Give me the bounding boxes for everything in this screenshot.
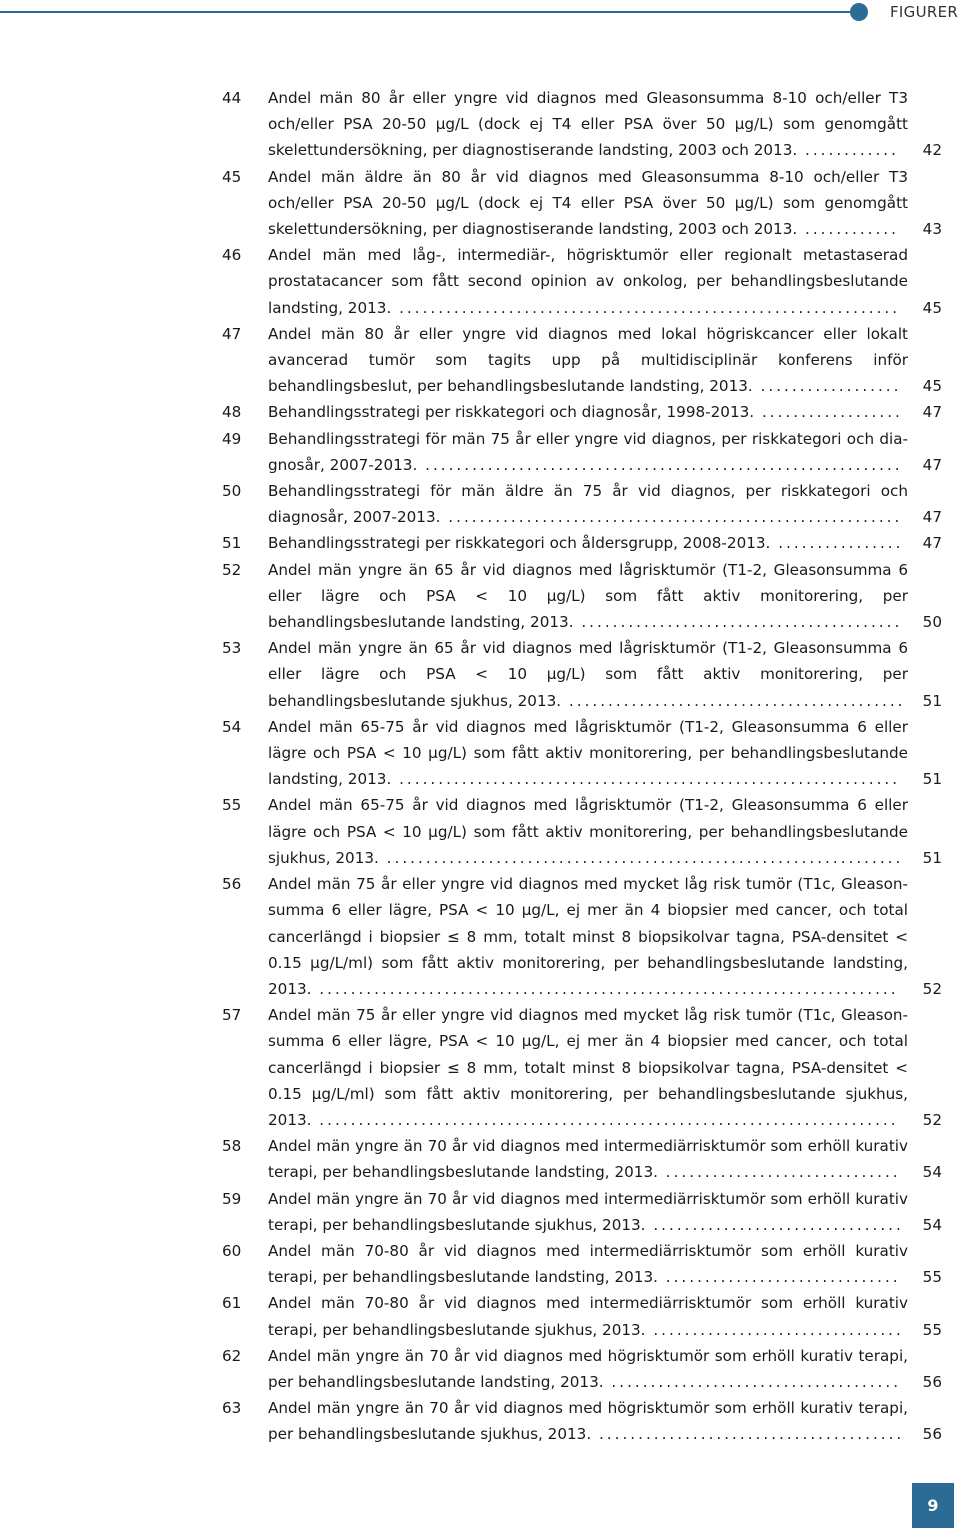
figure-number: 53	[222, 639, 242, 658]
toc-entry[interactable]	[222, 242, 960, 321]
figure-title-text: Andel män yngre än 70 år vid diagnos med högrisktumör som erhöll kurativ terapi, per behandlingsbeslutande sjukhus, 2013.	[268, 1399, 908, 1444]
figure-title-text: Andel män 75 år eller yngre vid diagnos med mycket låg risk tumör (T1c, Gleasonsumma 6 eller lägre, PSA < 10 μg/L, ej mer än 4 biopsier med cancer, och total cancerlängd i biopsier ≤ 8 mm, totalt minst 8 biopsikolvar tagna, PSA-densitet < 0.15 μg/L/ml) som fått aktiv monitorering, per behandlingsbeslutande sjukhus, 2013.	[268, 1006, 908, 1129]
leader-dots: ...........................................	[561, 691, 906, 710]
figure-number: 60	[222, 1241, 242, 1260]
figure-title-text: Behandlingsstrategi per riskkategori och diagnosår, 1998-2013.	[268, 403, 755, 422]
page-number: 56	[922, 1425, 942, 1444]
figure-title	[268, 1343, 908, 1395]
toc-entry[interactable]	[222, 1133, 960, 1185]
figure-title	[268, 1395, 908, 1447]
toc-entry[interactable]	[222, 557, 960, 636]
figure-title	[268, 164, 908, 243]
figure-title-text: Behandlingsstrategi för män äldre än 75 år vid diagnos, per riskkategori och diagnosår, 2007-2013.	[268, 482, 908, 527]
figure-title	[268, 399, 908, 425]
figure-number: 47	[222, 324, 242, 343]
figure-title	[268, 792, 908, 871]
toc-entry[interactable]	[222, 426, 960, 478]
section-label: FIGURER	[890, 3, 959, 21]
leader-dots: ................................................................	[391, 770, 901, 789]
figure-title-text: Andel män yngre än 70 år vid diagnos med intermediärrisktumör som erhöll kurativ terapi, per behandlingsbeslutande sjukhus, 2013.	[268, 1189, 908, 1234]
figure-number: 61	[222, 1294, 242, 1313]
figure-title-text: Andel män yngre än 70 år vid diagnos med intermediärrisktumör som erhöll kurativ terapi, per behandlingsbeslutande landsting, 2013.	[268, 1137, 908, 1182]
toc-entry[interactable]	[222, 635, 960, 714]
figure-number: 58	[222, 1137, 242, 1156]
leader-dots: ..................	[754, 403, 903, 422]
figure-title	[268, 426, 908, 478]
figure-number: 57	[222, 1006, 242, 1025]
page-number: 55	[922, 1320, 942, 1339]
figure-title	[268, 871, 908, 1002]
figure-title	[268, 714, 908, 793]
toc-entry[interactable]	[222, 792, 960, 871]
page-number: 47	[922, 534, 942, 553]
list-of-figures	[222, 85, 960, 1448]
figure-number: 51	[222, 534, 242, 553]
figure-title	[268, 635, 908, 714]
figure-title	[268, 242, 908, 321]
figure-number: 46	[222, 246, 242, 265]
page-number: 50	[922, 613, 942, 632]
figure-title	[268, 321, 908, 400]
figure-number: 49	[222, 429, 242, 448]
figure-title-text: Andel män yngre än 70 år vid diagnos med högrisktumör som erhöll kurativ terapi, per behandlingsbeslutande landsting, 2013.	[268, 1346, 908, 1391]
figure-title-text: Andel män 70-80 år vid diagnos med intermediärrisktumör som erhöll kurativ terapi, per behandlingsbeslutande landsting, 2013.	[268, 1241, 908, 1287]
toc-entry[interactable]	[222, 1395, 960, 1447]
leader-dots: ..........................................................	[440, 508, 903, 527]
toc-entry[interactable]	[222, 1290, 960, 1342]
figure-title-text: Behandlingsstrategi för män 75 år eller yngre vid diagnos, per riskkategori och diagnosår, 2007-2013.	[268, 429, 908, 474]
figure-title-text: Andel män yngre än 65 år vid diagnos med lågrisktumör (T1-2, Gleasonsumma 6 eller lägre och PSA < 10 μg/L) som fått aktiv monitorering, per behandlingsbeslutande landsting, 2013.	[268, 560, 908, 632]
figure-title-text: Andel män med låg-, intermediär-, högrisktumör eller regionalt metastaserad prostatacancer som fått second opinion av onkolog, per behandlingsbeslutande landsting, 2013.	[268, 246, 908, 317]
leader-dots: .....................................	[603, 1372, 902, 1391]
toc-entry[interactable]	[222, 1002, 960, 1133]
page-number: 45	[922, 298, 942, 317]
leader-dots: ................	[770, 534, 904, 553]
leader-dots: ..........................................................................	[311, 1110, 899, 1129]
toc-entry[interactable]	[222, 1238, 960, 1290]
page-number: 47	[922, 508, 942, 527]
figure-title	[268, 1290, 908, 1342]
page-number: 43	[922, 220, 942, 239]
toc-entry[interactable]	[222, 871, 960, 1002]
figure-title	[268, 85, 908, 164]
figure-title	[268, 478, 908, 530]
figure-number: 50	[222, 482, 242, 501]
page-number: 52	[922, 979, 942, 998]
page-number: 54	[922, 1163, 942, 1182]
toc-entry[interactable]	[222, 399, 960, 425]
toc-entry[interactable]	[222, 478, 960, 530]
page-number-badge: 9	[912, 1483, 954, 1528]
figure-title	[268, 1002, 908, 1133]
leader-dots: ................................	[645, 1215, 904, 1234]
header-rule	[0, 11, 858, 13]
header-dot-icon	[850, 3, 868, 21]
figure-number: 62	[222, 1346, 242, 1365]
figure-number: 55	[222, 796, 242, 815]
figure-title-text: Andel män yngre än 65 år vid diagnos med lågrisktumör (T1-2, Gleasonsumma 6 eller lägre och PSA < 10 μg/L) som fått aktiv monitorering, per behandlingsbeslutande sjukhus, 2013.	[268, 639, 908, 710]
figure-title	[268, 1238, 908, 1290]
figure-title	[268, 1186, 908, 1238]
leader-dots: .............................................................	[417, 455, 903, 474]
leader-dots: ..................................................................	[378, 848, 904, 867]
figure-title-text: Andel män äldre än 80 år vid diagnos med Gleasonsumma 8-10 och/eller T3 och/eller PSA 20-50 μg/L (dock ej T4 eller PSA över 50 μg/L) som genomgått skelettundersökning, per diagnostiserande landsting, 2003 och 2013.	[268, 167, 908, 239]
toc-entry[interactable]	[222, 1186, 960, 1238]
figure-title-text: Behandlingsstrategi per riskkategori och åldersgrupp, 2008-2013.	[268, 534, 771, 553]
figure-number: 45	[222, 167, 242, 186]
figure-title-text: Andel män 65-75 år vid diagnos med lågrisktumör (T1-2, Gleasonsumma 6 eller lägre och PSA < 10 μg/L) som fått aktiv monitorering, per behandlingsbeslutande sjukhus, 2013.	[268, 796, 908, 867]
leader-dots: ................................................................	[391, 298, 901, 317]
page-number: 47	[922, 455, 942, 474]
figure-number: 48	[222, 403, 242, 422]
leader-dots: ..................	[752, 377, 902, 396]
page-number: 51	[922, 770, 942, 789]
page-number: 51	[922, 848, 942, 867]
figure-title	[268, 530, 908, 556]
toc-entry[interactable]	[222, 530, 960, 556]
leader-dots: ............	[797, 220, 899, 239]
leader-dots: ............	[797, 141, 899, 160]
figure-title-text: Andel män 65-75 år vid diagnos med lågrisktumör (T1-2, Gleasonsumma 6 eller lägre och PSA < 10 μg/L) som fått aktiv monitorering, per behandlingsbeslutande landsting, 2013.	[268, 717, 908, 789]
page-number: 54	[922, 1215, 942, 1234]
figure-number: 54	[222, 717, 242, 736]
figure-number: 56	[222, 875, 242, 894]
leader-dots: .......................................	[591, 1425, 905, 1444]
figure-number: 52	[222, 560, 242, 579]
toc-entry[interactable]	[222, 714, 960, 793]
page-number: 52	[922, 1110, 942, 1129]
toc-entry[interactable]	[222, 1343, 960, 1395]
page-number: 56	[922, 1372, 942, 1391]
toc-entry[interactable]	[222, 321, 960, 400]
figure-title	[268, 557, 908, 636]
figure-number: 59	[222, 1189, 242, 1208]
toc-entry[interactable]	[222, 85, 960, 164]
page-number: 51	[922, 691, 942, 710]
figure-number: 63	[222, 1399, 242, 1418]
leader-dots: ..........................................................................	[311, 979, 899, 998]
toc-entry[interactable]	[222, 164, 960, 243]
figure-title	[268, 1133, 908, 1185]
page-number: 47	[922, 403, 942, 422]
figure-title-text: Andel män 80 år eller yngre vid diagnos med Gleasonsumma 8-10 och/eller T3 och/eller PSA 20-50 μg/L (dock ej T4 eller PSA över 50 μg/L) som genomgått skelettundersökning, per diagnostiserande landsting, 2003 och 2013.	[268, 89, 908, 160]
figure-number: 44	[222, 89, 242, 107]
leader-dots: .........................................	[573, 613, 903, 632]
leader-dots: ..............................	[657, 1163, 901, 1182]
figure-title-text: Andel män 80 år eller yngre vid diagnos med lokal högriskcancer eller lokalt avancerad tumör som tagits upp på multidisciplinär konferens inför behandlingsbeslut, per behandlingsbeslutande landsting, 2013.	[268, 324, 908, 396]
page-number: 42	[922, 141, 942, 160]
leader-dots: ................................	[645, 1320, 904, 1339]
page-number: 55	[922, 1268, 942, 1287]
leader-dots: ..............................	[657, 1268, 901, 1287]
page-number: 45	[922, 377, 942, 396]
figure-title-text: Andel män 75 år eller yngre vid diagnos med mycket låg risk tumör (T1c, Gleasonsumma 6 eller lägre, PSA < 10 μg/L, ej mer än 4 biopsier med cancer, och total cancerlängd i biopsier ≤ 8 mm, totalt minst 8 biopsikolvar tagna, PSA-densitet < 0.15 μg/L/ml) som fått aktiv monitorering, per behandlingsbeslutande landsting, 2013.	[268, 875, 908, 998]
figure-title-text: Andel män 70-80 år vid diagnos med intermediärrisktumör som erhöll kurativ terapi, per behandlingsbeslutande sjukhus, 2013.	[268, 1294, 908, 1339]
